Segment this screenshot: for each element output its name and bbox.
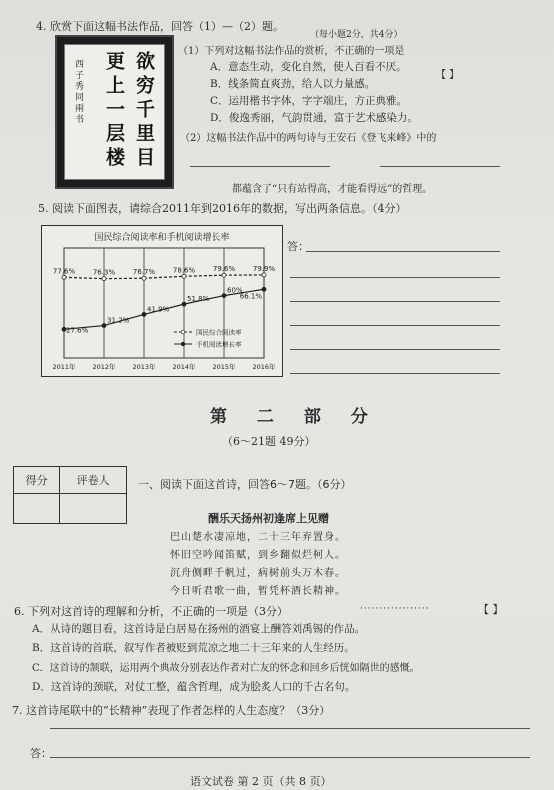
page-footer: 语文试卷 第 2 页（共 8 页） [190,775,332,788]
q4-sub1: （1）下列对这幅书法作品的赏析，不正确的一项是 [178,46,405,57]
q7-answer-label: 答： [30,747,52,760]
score-cell[interactable] [14,494,60,524]
data-point [142,276,146,280]
q5-answer-line-6[interactable] [290,373,500,374]
q6-option-b: B．这首诗的首联，叙写作者被贬到荒凉之地二十三年来的人生经历。 [32,642,355,654]
x-tick-label: 2011年 [52,363,76,371]
data-label: 31.2% [107,316,130,325]
grader-cell[interactable] [60,494,127,524]
legend-label: 国民综合阅读率 [196,328,242,337]
poem-line-3: 沉舟侧畔千帆过，病树前头万木春。 [170,568,346,579]
x-tick-label: 2016年 [252,363,276,371]
q5-answer-label: 答： [287,240,309,253]
q4-sub2-a: （2）这幅书法作品中的两句诗与王安石《登飞来峰》中的 [180,133,437,144]
q4-stem: 4. 欣赏下面这幅书法作品，回答（1）—（2）题。 [36,20,284,33]
score-header: 得分 [14,467,60,494]
q4-note: （每小题2分，共4分） [310,30,403,40]
q6-answer-bracket[interactable]: 【 】 [478,603,504,616]
data-label: 27.6% [66,326,89,335]
calligraphy-col1: 欲穷千里目 [133,51,155,171]
data-label: 41.9% [147,305,170,314]
q5-answer-line-4[interactable] [290,325,500,326]
chart-title: 国民综合阅读率和手机阅读增长率 [94,233,230,243]
score-table [13,466,127,524]
x-tick-label: 2012年 [92,363,116,371]
data-point [142,312,146,316]
legend-label: 手机阅读增长率 [196,340,242,349]
data-point [102,324,106,328]
q7-answer-line-1[interactable] [50,728,530,729]
data-point [182,274,186,278]
q5-answer-line-2[interactable] [290,277,500,278]
part2-title: 第 二 部 分 [210,407,380,427]
q4-sub2-b: 都蕴含了“只有站得高，才能看得远”的哲理。 [232,184,433,195]
q4-answer-bracket[interactable]: 【 】 [436,70,460,81]
data-label: 78.6% [172,266,196,275]
q4-option-b: B．线条简直爽劲，给人以力量感。 [210,78,376,90]
q4-option-a: A．意态生动，变化自然，使人百看不厌。 [210,61,407,73]
q5-answer-line-1[interactable] [306,251,500,252]
data-label: 79.9% [252,264,276,273]
part2-subtitle: （6～21题 49分） [222,435,316,448]
q4-option-c: C．运用楷书字体，字字端庄，方正典雅。 [210,95,408,107]
data-label: 51.8% [187,295,210,304]
grader-header: 评卷人 [60,467,127,494]
data-point [102,277,106,281]
legend-marker [181,342,185,346]
calligraphy-col2: 更上一层楼 [103,51,125,171]
data-label: 79.6% [212,265,236,274]
legend-marker [181,330,185,334]
data-label: 76.7% [132,268,156,277]
q5-answer-line-5[interactable] [290,349,500,350]
data-point [222,294,226,298]
q6-option-d: D．这首诗的颈联，对仗工整，蕴含哲理，成为脍炙人口的千古名句。 [32,681,356,693]
data-label: 77.6% [52,267,76,276]
data-label: 76.3% [92,268,116,277]
q5-answer-line-3[interactable] [290,301,500,302]
reading-rate-chart [41,225,283,377]
q4-answer-line[interactable] [190,166,330,167]
q7-answer-line-2[interactable] [50,757,530,758]
data-label: 66.1% [239,292,262,301]
data-point [222,273,226,277]
poem-line-2: 怀旧空吟闻笛赋，到乡翻似烂柯人。 [170,550,346,561]
chart-canvas [42,226,282,376]
section1-heading: 一、阅读下面这首诗，回答6～7题。（6分） [138,478,352,491]
q4-option-d: D．俊逸秀丽，气韵贯通，富于艺术感染力。 [210,112,418,124]
data-point [62,275,66,279]
q5-stem: 5. 阅读下面图表，请综合2011年到2016年的数据，写出两条信息。（4分） [38,202,407,215]
q4-answer-line-2[interactable] [380,166,500,167]
poem-line-4: 今日听君歌一曲，暂凭杯酒长精神。 [170,586,346,597]
poem-line-1: 巴山楚水凄凉地，二十三年弃置身。 [170,532,346,543]
data-point [262,273,266,277]
calligraphy-signature: 西子秀同兩书 [73,59,83,125]
q6-option-c: C．这首诗的颔联，运用两个典故分别表达作者对亡友的怀念和回乡后恍如隔世的感慨。 [32,663,420,674]
data-point [262,287,266,291]
x-tick-label: 2014年 [172,363,196,371]
data-label: 60% [227,286,243,295]
q7-stem: 7. 这首诗尾联中的“长精神”表现了作者怎样的人生态度？（3分） [12,704,331,717]
x-tick-label: 2015年 [212,363,236,371]
q6-stem: 6. 下列对这首诗的理解和分析，不正确的一项是（3分） [14,605,288,618]
x-tick-label: 2013年 [132,363,156,371]
q6-leader-dots: ·················· [360,604,430,614]
q6-option-a: A．从诗的题目看，这首诗是白居易在扬州的酒宴上酬答刘禹锡的作品。 [32,623,366,635]
data-point [182,302,186,306]
calligraphy-artwork [55,35,174,189]
poem-title: 酬乐天扬州初逢席上见赠 [208,512,329,525]
